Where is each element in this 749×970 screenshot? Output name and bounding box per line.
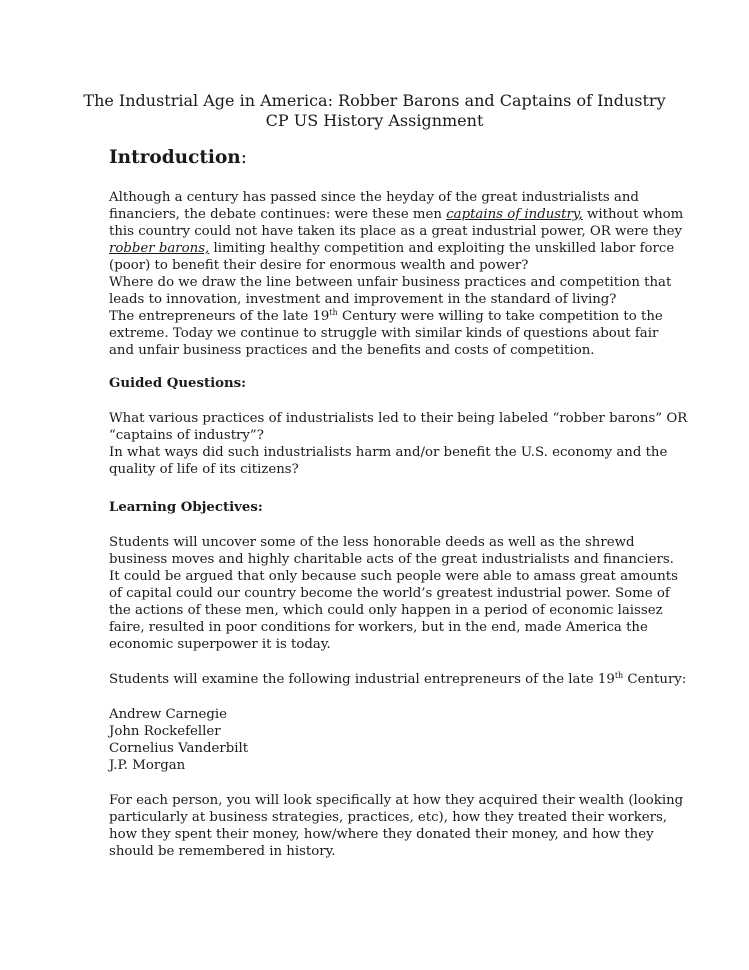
text-line: this country could not have taken its place as a great industrial power, OR were they — [109, 224, 683, 239]
text-span: financiers, the debate continues: were these men — [109, 207, 447, 222]
text-line — [109, 671, 687, 688]
introduction-heading-text: Introduction — [109, 147, 241, 168]
text-span: The entrepreneurs of the late 19 — [109, 309, 330, 324]
text-line: extreme. Today we continue to struggle with similar kinds of questions about fair — [109, 326, 659, 341]
text-line: particularly at business strategies, practices, etc), how they treated their workers, — [109, 810, 668, 825]
document-title: The Industrial Age in America: Robber Barons and Captains of Industry — [83, 91, 666, 110]
captains-of-industry-term: captains of industry, — [446, 207, 583, 222]
text-line: Students will uncover some of the less honorable deeds as well as the shrewd — [109, 535, 635, 550]
text-line: quality of life of its citizens? — [109, 462, 299, 477]
text-line: What various practices of industrialists led to their being labeled “robber barons” OR — [109, 411, 688, 426]
text-line — [109, 206, 684, 223]
text-line: of capital could our country become the world’s greatest industrial power. Some of — [109, 586, 670, 601]
text-line: Where do we draw the line between unfair business practices and competition that — [109, 275, 672, 290]
guided-questions-heading: Guided Questions: — [109, 376, 247, 391]
list-item: Andrew Carnegie — [109, 707, 228, 722]
instructions-paragraph — [109, 792, 684, 860]
text-line: Although a century has passed since the heyday of the great industrialists and — [109, 190, 639, 205]
text-line: business moves and highly charitable acts of the great industrialists and financiers. — [109, 552, 674, 567]
text-line: For each person, you will look specifically at how they acquired their wealth (looking — [109, 793, 684, 808]
text-line — [109, 308, 669, 325]
text-line — [109, 240, 675, 257]
list-item: John Rockefeller — [109, 724, 221, 739]
list-item: J.P. Morgan — [109, 758, 186, 773]
text-line: In what ways did such industrialists harm and/or benefit the U.S. economy and the — [109, 445, 668, 460]
guided-questions-paragraph — [109, 410, 688, 478]
text-span: Century were willing to take competition to the — [337, 309, 663, 324]
text-line: leads to innovation, investment and improvement in the standard of living? — [109, 292, 617, 307]
text-line: faire, resulted in poor conditions for workers, but in the end, made America the — [109, 620, 648, 635]
text-line: should be remembered in history. — [109, 844, 336, 859]
text-span: Century: — [623, 672, 687, 687]
text-line: (poor) to benefit their desire for enormous wealth and power? — [109, 258, 529, 273]
examine-paragraph — [109, 671, 687, 688]
text-span: limiting healthy competition and exploiting the unskilled labor force — [209, 241, 675, 256]
text-line: how they spent their money, how/where they donated their money, and how they — [109, 827, 654, 842]
introduction-paragraph — [109, 189, 684, 359]
robber-barons-term: robber barons, — [109, 241, 210, 256]
text-span: without whom — [582, 207, 684, 222]
document-subtitle: CP US History Assignment — [265, 111, 484, 130]
text-line: “captains of industry”? — [109, 428, 264, 443]
text-line: economic superpower it is today. — [109, 637, 331, 652]
list-item: Cornelius Vanderbilt — [109, 741, 249, 756]
text-line: and unfair business practices and the benefits and costs of competition. — [109, 343, 595, 358]
entrepreneur-list — [109, 706, 669, 774]
text-span: Students will examine the following industrial entrepreneurs of the late 19 — [109, 672, 615, 687]
text-line: It could be argued that only because such people were able to amass great amounts — [109, 569, 678, 584]
superscript: th — [329, 308, 338, 317]
learning-objectives-heading: Learning Objectives: — [109, 500, 263, 515]
text-line: the actions of these men, which could only happen in a period of economic laissez — [109, 603, 663, 618]
learning-objectives-paragraph — [109, 534, 678, 653]
introduction-heading — [109, 146, 247, 170]
introduction-heading-colon: : — [240, 147, 247, 168]
superscript: th — [614, 671, 624, 680]
